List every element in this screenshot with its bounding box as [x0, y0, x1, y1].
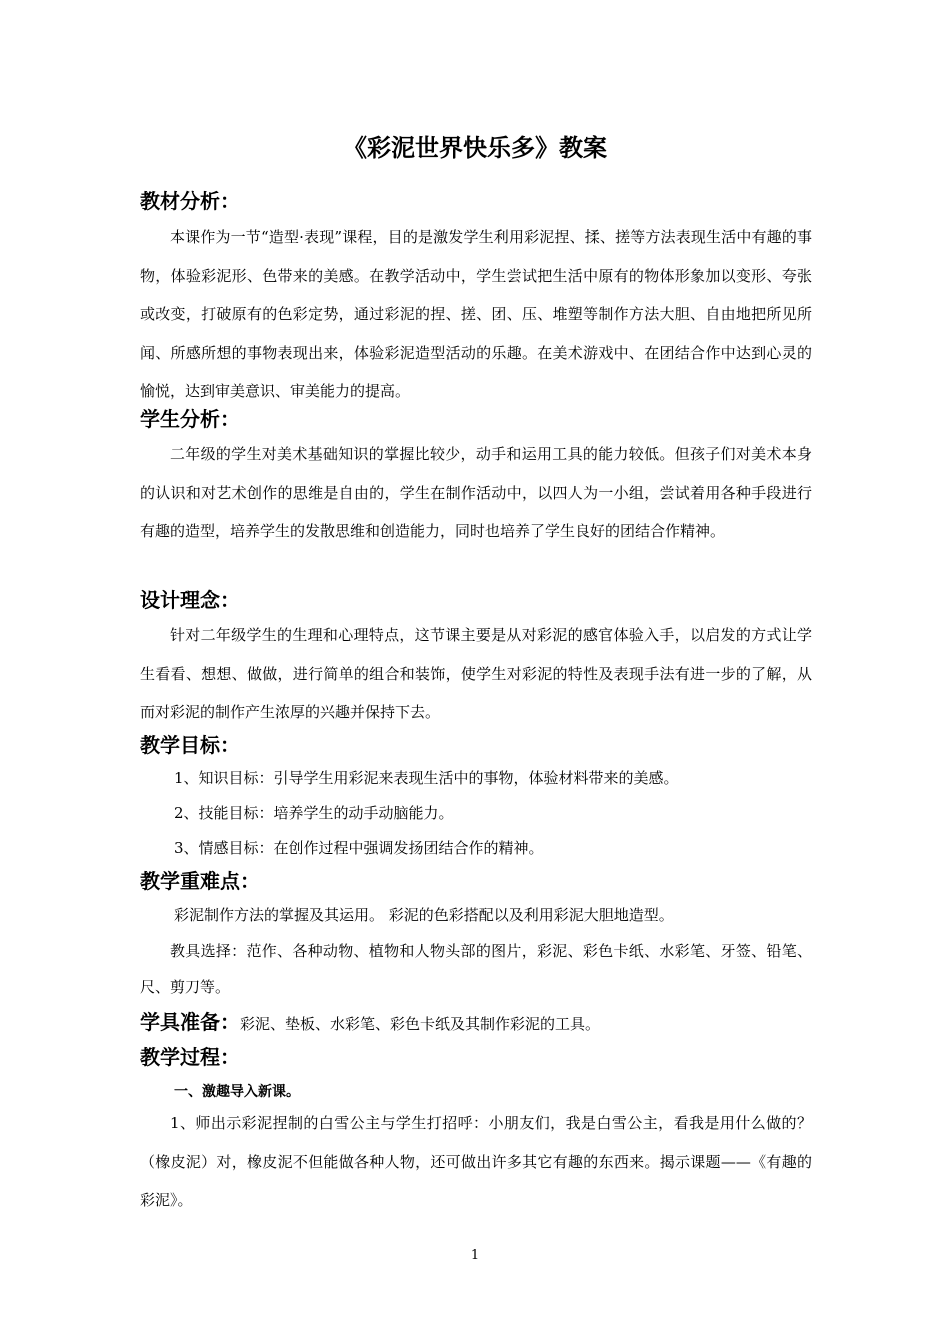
keypoints-text: 彩泥制作方法的掌握及其运用。 彩泥的色彩搭配以及利用彩泥大胆地造型。	[174, 906, 674, 924]
heading-students: 学生分析：	[140, 407, 240, 431]
supplies-heading-label: 学具准备：	[140, 1010, 240, 1034]
process-subheading-intro: 一、激趣导入新课。	[174, 1084, 300, 1100]
heading-keypoints: 教学重难点：	[140, 869, 260, 893]
supplies-text: 彩泥、垫板、水彩笔、彩色卡纸及其制作彩泥的工具。	[240, 1015, 601, 1033]
paragraph-students: 二年级的学生对美术基础知识的掌握比较少，动手和运用工具的能力较低。但孩子们对美术本身的认识和对艺术创作的思维是自由的，学生在制作活动中，以四人为一小组，尝试着用各种手段进行有趣的造型，培养学生的发散思维和创造能力，同时也培养了学生良好的团结合作精神。	[140, 445, 812, 540]
paragraph-tools: 教具选择：范作、各种动物、植物和人物头部的图片，彩泥、彩色卡纸、水彩笔、牙签、铅笔、尺、剪刀等。	[140, 942, 812, 996]
paragraph-materials: 本课作为一节“造型·表现”课程，目的是激发学生利用彩泥捏、揉、搓等方法表现生活中有趣的事物，体验彩泥形、色带来的美感。在教学活动中，学生尝试把生活中原有的物体形象加以变形、夸张或改变，打破原有的色彩定势，通过彩泥的捏、搓、团、压、堆塑等制作方法大胆、自由地把所见所闻、所感所想的事物表现出来，体验彩泥造型活动的乐趣。在美术游戏中、在团结合作中达到心灵的愉悦，达到审美意识、审美能力的提高。	[140, 228, 812, 400]
paragraph-design: 针对二年级学生的生理和心理特点，这节课主要是从对彩泥的感官体验入手，以启发的方式让学生看看、想想、做做，进行简单的组合和装饰，使学生对彩泥的特性及表现手法有进一步的了解，从而对彩泥的制作产生浓厚的兴趣并保持下去。	[140, 626, 812, 721]
goal-item-knowledge: 1、知识目标：引导学生用彩泥来表现生活中的事物，体验材料带来的美感。	[174, 769, 679, 787]
goal-item-emotion: 3、情感目标：在创作过程中强调发扬团结合作的精神。	[174, 839, 544, 857]
document-title: 《彩泥世界快乐多》教案	[343, 134, 607, 162]
heading-supplies	[140, 1008, 600, 1038]
heading-process: 教学过程：	[140, 1045, 240, 1069]
heading-goals: 教学目标：	[140, 733, 240, 757]
heading-design: 设计理念：	[140, 588, 240, 612]
goal-item-skill: 2、技能目标：培养学生的动手动脑能力。	[174, 804, 454, 822]
heading-materials: 教材分析：	[140, 189, 240, 213]
paragraph-process-step1: 1、师出示彩泥捏制的白雪公主与学生打招呼：小朋友们，我是白雪公主，看我是用什么做的？（橡皮泥）对，橡皮泥不但能做各种人物，还可做出许多其它有趣的东西来。揭示课题——《有趣的彩泥》。	[140, 1114, 812, 1209]
page-number: 1	[470, 1248, 480, 1263]
